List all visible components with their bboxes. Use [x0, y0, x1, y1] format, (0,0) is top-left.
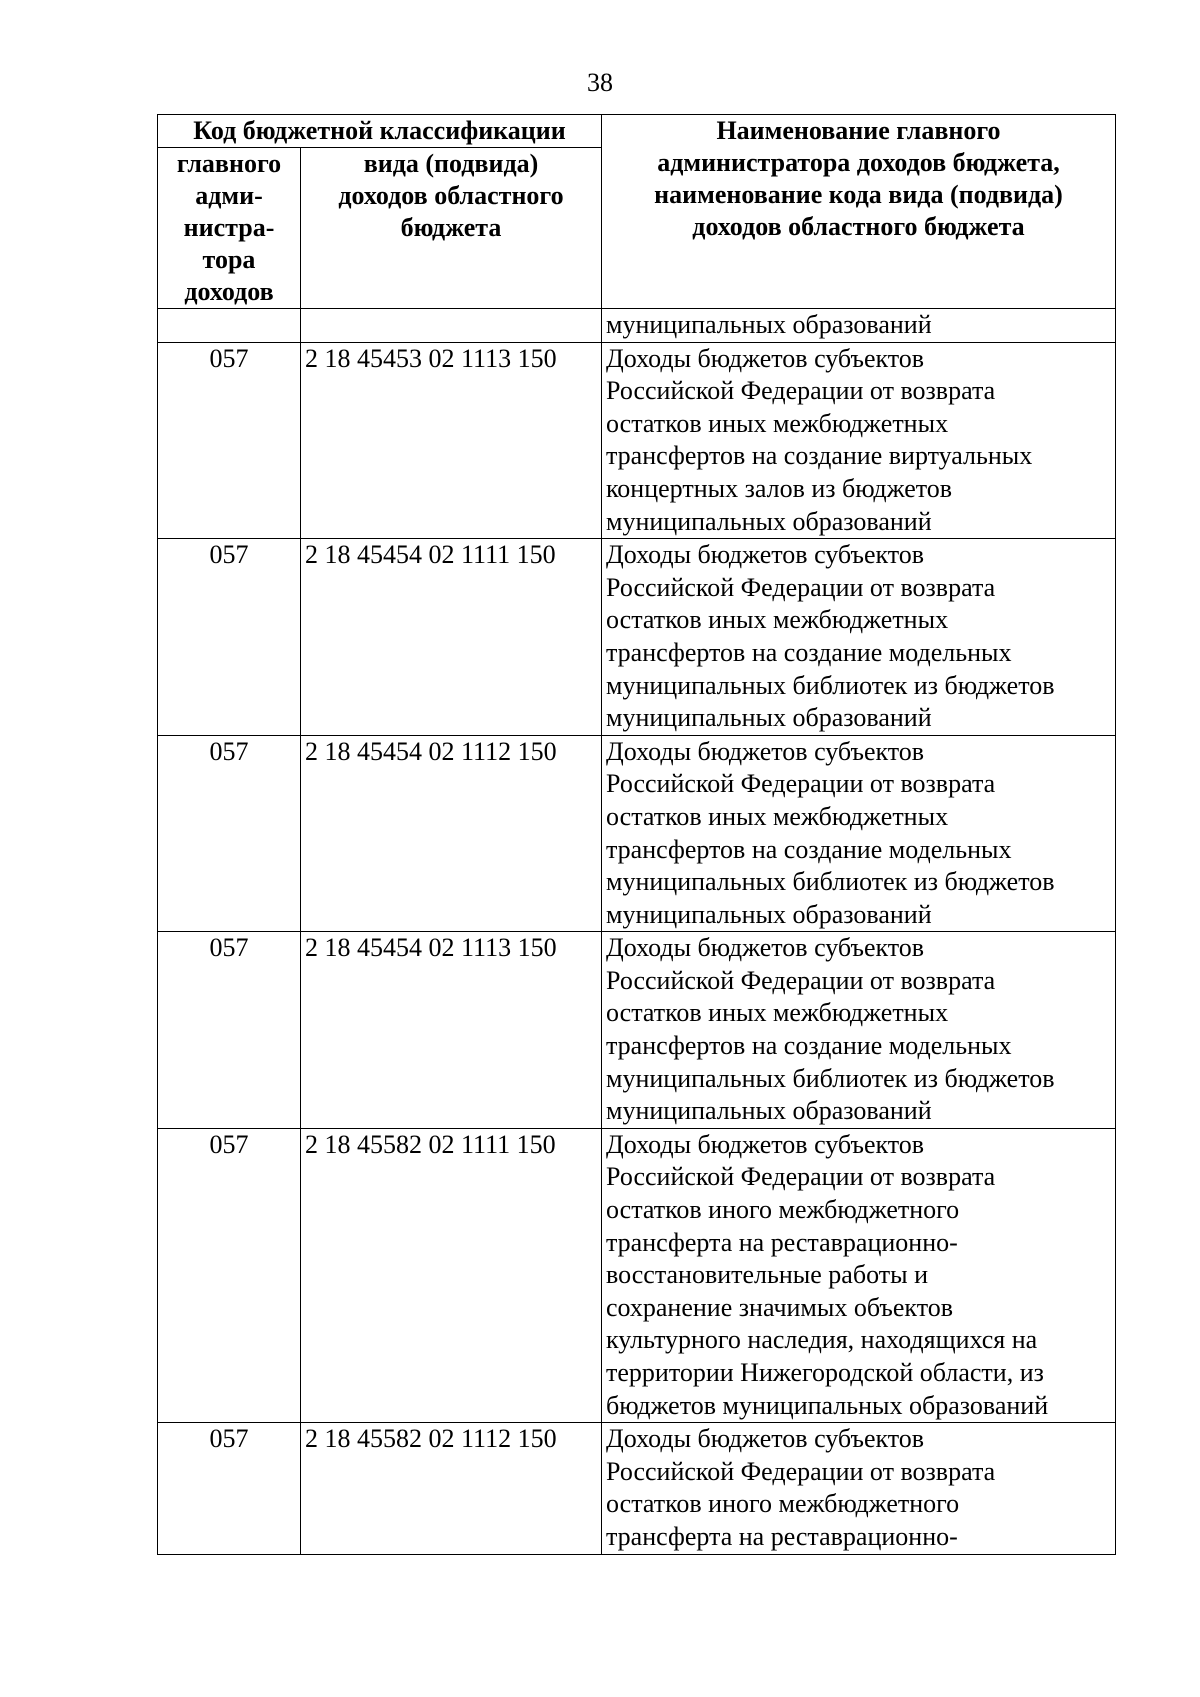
cell-revenue-code	[301, 309, 602, 343]
table-row	[158, 342, 1116, 539]
page-number: 38	[587, 68, 613, 97]
cell-revenue-name-text: муниципальных образований	[606, 310, 932, 339]
cell-revenue-code: 2 18 45582 02 1111 150	[301, 1128, 602, 1422]
cell-revenue-name-text: Доходы бюджетов субъектов Российской Федерации от возврата остатков иных межбюджетных трансфертов на создание модельных муниципальных библиотек из бюджетов муниципальных образований	[606, 736, 1055, 929]
header-administrator-name	[602, 115, 1116, 309]
cell-revenue-name	[602, 932, 1116, 1129]
header-revenue-type	[301, 148, 602, 309]
cell-admin-code: 057	[158, 932, 301, 1129]
cell-revenue-name	[602, 309, 1116, 343]
cell-revenue-name	[602, 1128, 1116, 1422]
cell-admin-code: 057	[158, 1128, 301, 1422]
cell-revenue-name	[602, 539, 1116, 736]
header-administrator-name-text: Наименование главного администратора доходов бюджета, наименование кода вида (подвида) доходов областного бюджета	[654, 116, 1063, 241]
cell-revenue-name-text: Доходы бюджетов субъектов Российской Федерации от возврата остатков иного межбюджетного трансферта на реставрационно- восстановительные работы и сохранение значимых объектов культурного наследия, находящихся на территории Нижегородской области, из бюджетов муниципальных образований	[606, 1129, 1049, 1420]
cell-revenue-name	[602, 1423, 1116, 1554]
cell-revenue-code: 2 18 45454 02 1112 150	[301, 735, 602, 932]
table-row	[158, 1128, 1116, 1422]
cell-revenue-name	[602, 735, 1116, 932]
cell-revenue-code: 2 18 45582 02 1112 150	[301, 1423, 602, 1554]
header-budget-classification-code: Код бюджетной классификации	[158, 115, 602, 148]
cell-admin-code: 057	[158, 735, 301, 932]
cell-revenue-code: 2 18 45453 02 1113 150	[301, 342, 602, 539]
header-main-administrator	[158, 148, 301, 309]
cell-admin-code: 057	[158, 1423, 301, 1554]
cell-revenue-code: 2 18 45454 02 1111 150	[301, 539, 602, 736]
cell-revenue-name-text: Доходы бюджетов субъектов Российской Федерации от возврата остатков иного межбюджетного трансферта на реставрационно-	[606, 1424, 996, 1551]
table-row	[158, 932, 1116, 1129]
cell-admin-code: 057	[158, 342, 301, 539]
budget-classification-table	[157, 114, 1116, 1555]
table-body	[158, 309, 1116, 1555]
header-revenue-type-text: вида (подвида) доходов областного бюджета	[338, 149, 564, 242]
cell-admin-code	[158, 309, 301, 343]
header-main-administrator-text: главного адми- нистра- тора доходов	[176, 149, 282, 306]
cell-revenue-code: 2 18 45454 02 1113 150	[301, 932, 602, 1129]
cell-revenue-name	[602, 342, 1116, 539]
table-header	[158, 115, 1116, 309]
cell-revenue-name-text: Доходы бюджетов субъектов Российской Федерации от возврата остатков иных межбюджетных трансфертов на создание модельных муниципальных библиотек из бюджетов муниципальных образований	[606, 933, 1055, 1126]
cell-revenue-name-text: Доходы бюджетов субъектов Российской Федерации от возврата остатков иных межбюджетных трансфертов на создание виртуальных концертных залов из бюджетов муниципальных образований	[606, 343, 1033, 536]
table-row	[158, 1423, 1116, 1554]
table-row	[158, 735, 1116, 932]
table-row	[158, 539, 1116, 736]
cell-revenue-name-text: Доходы бюджетов субъектов Российской Федерации от возврата остатков иных межбюджетных трансфертов на создание модельных муниципальных библиотек из бюджетов муниципальных образований	[606, 540, 1055, 733]
cell-admin-code: 057	[158, 539, 301, 736]
table-row	[158, 309, 1116, 343]
